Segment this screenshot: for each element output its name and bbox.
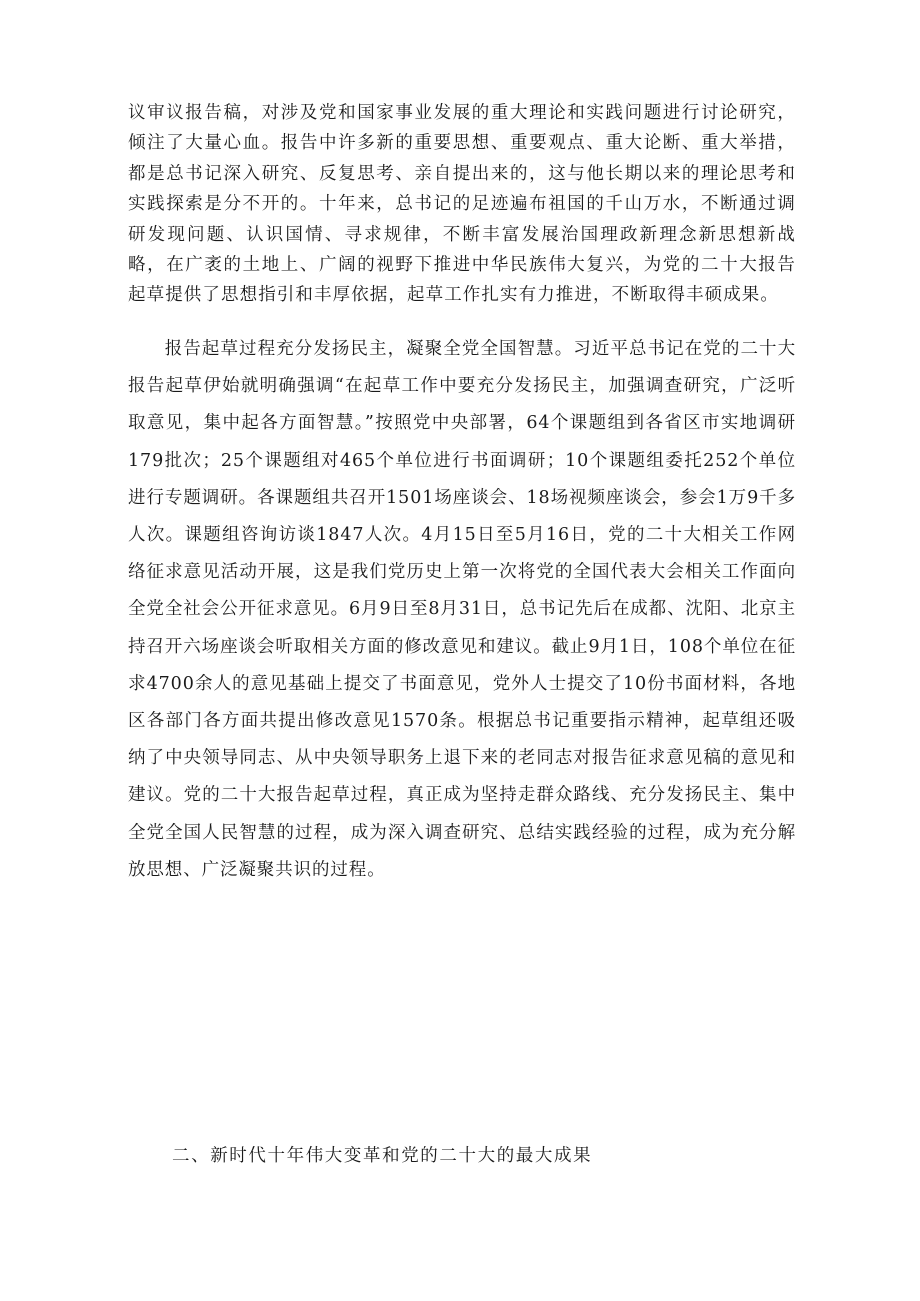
body-paragraph-2: 报告起草过程充分发扬民主，凝聚全党全国智慧。习近平总书记在党的二十大报告起草伊始就明确强调“在起草工作中要充分发扬民主，加强调查研究，广泛听取意见，集中起各方面智慧。”按照党中央部署，64个课题组到各省区市实地调研179批次；25个课题组对465个单位进行书面调研；10个课题组委托252个单位进行专题调研。各课题组共召开1501场座谈会、18场视频座谈会，参会1万9千多人次。课题组咨询访谈1847人次。4月15日至5月16日，党的二十大相关工作网络征求意见活动开展，这是我们党历史上第一次将党的全国代表大会相关工作面向全党全社会公开征求意见。6月9日至8月31日，总书记先后在成都、沈阳、北京主持召开六场座谈会听取相关方面的修改意见和建议。截止9月1日，108个单位在征求4700余人的意见基础上提交了书面意见，党外人士提交了10份书面材料，各地区各部门各方面共提出修改意见1570条。根据总书记重要指示精神，起草组还吸纳了中央领导同志、从中央领导职务上退下来的老同志对报告征求意见稿的意见和建议。党的二十大报告起草过程，真正成为坚持走群众路线、充分发扬民主、集中全党全国人民智慧的过程，成为深入调查研究、总结实践经验的过程，成为充分解放思想、广泛凝聚共识的过程。	[128, 339, 796, 880]
section-heading: 二、新时代十年伟大变革和党的二十大的最大成果	[172, 1146, 593, 1166]
body-paragraph-1: 议审议报告稿，对涉及党和国家事业发展的重大理论和实践问题进行讨论研究，倾注了大量心血。报告中许多新的重要思想、重要观点、重大论断、重大举措，都是总书记深入研究、反复思考、亲自提出来的，这与他长期以来的理论思考和实践探索是分不开的。十年来，总书记的足迹遍布祖国的千山万水，不断通过调研发现问题、认识国情、寻求规律，不断丰富发展治国理政新理念新思想新战略，在广袤的土地上、广阔的视野下推进中华民族伟大复兴，为党的二十大报告起草提供了思想指引和丰厚依据，起草工作扎实有力推进，不断取得丰硕成果。	[128, 103, 796, 306]
